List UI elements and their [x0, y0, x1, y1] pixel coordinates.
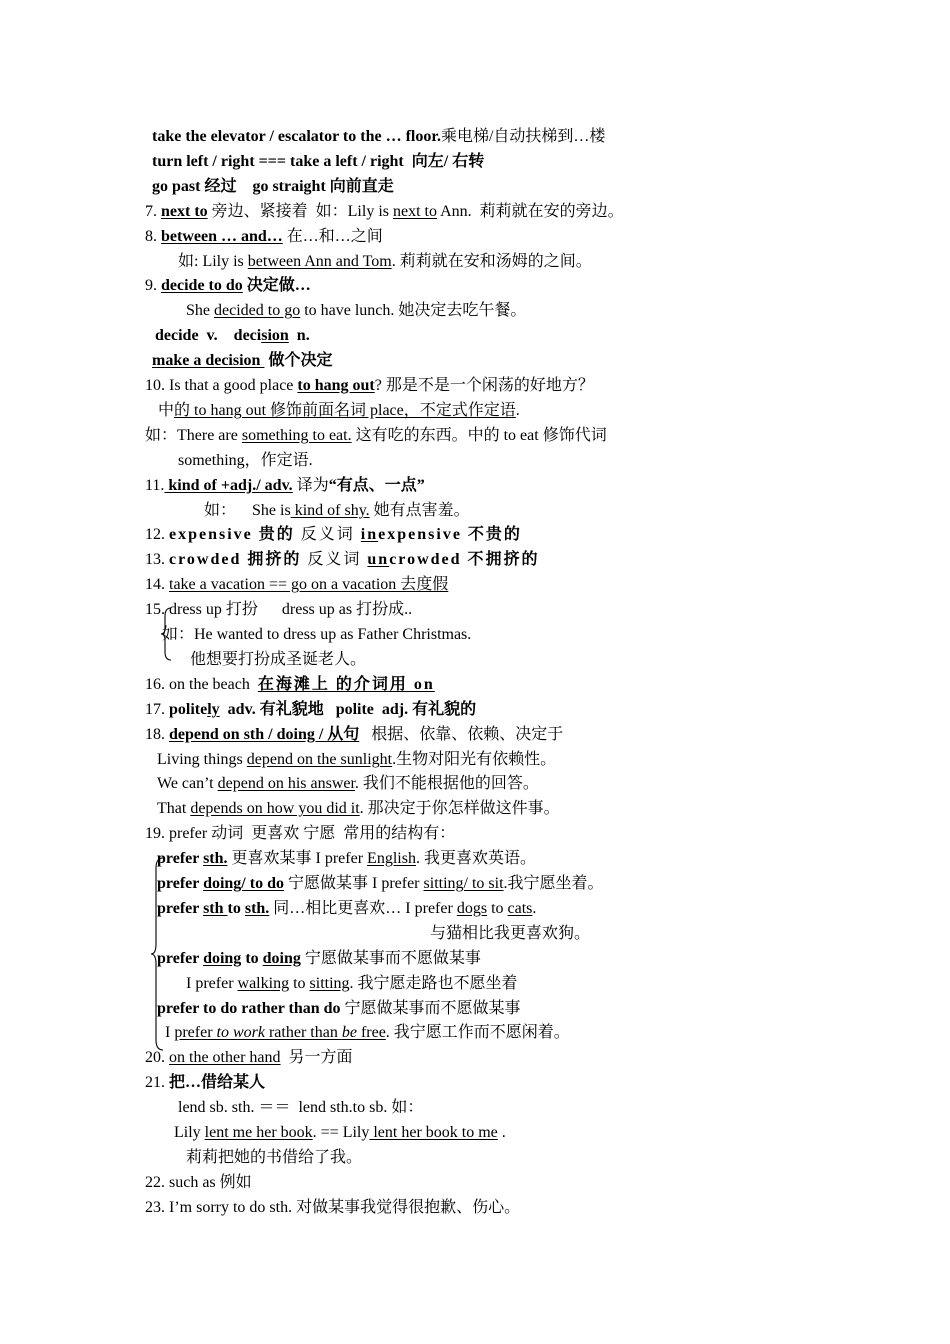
text-run: cats	[507, 900, 533, 917]
text-run: lent me her book	[204, 1124, 313, 1141]
text-run: prefer	[174, 1024, 217, 1041]
text-run: something，作定语.	[178, 452, 313, 469]
text-run: 莉莉把她的书借给了我。	[186, 1149, 363, 1166]
text-line	[145, 725, 563, 747]
text-run: depend on the sunlight	[246, 751, 393, 768]
text-run: 如: Lily is	[178, 253, 248, 270]
text-run: 她有点害羞。	[369, 502, 470, 519]
text-run: 在海滩上 的介词用 on	[257, 676, 435, 693]
text-run: . 我更喜欢英语。	[415, 850, 536, 867]
text-line	[178, 451, 313, 473]
text-line	[157, 799, 560, 821]
text-line	[145, 1198, 520, 1220]
text-run: turn left / right === take a left / right 向左/ 右转	[152, 153, 485, 170]
text-run: .我宁愿坐着。	[503, 875, 604, 892]
text-run: rather than	[264, 1024, 342, 1041]
text-run: 7.	[145, 203, 161, 220]
text-run: 乘电梯/自动扶梯到…楼	[440, 128, 606, 145]
text-line	[162, 625, 471, 647]
text-line	[158, 401, 520, 423]
text-run: in	[360, 526, 379, 543]
text-line	[145, 550, 540, 572]
text-line	[157, 774, 539, 796]
text-run: free	[356, 1024, 386, 1041]
text-run: depend on sth / doing / 从句	[169, 726, 360, 743]
text-run: 10. Is that a good place	[145, 377, 298, 394]
text-run: walking	[237, 975, 290, 992]
text-run: decide to do	[161, 277, 243, 294]
text-line	[152, 177, 394, 199]
text-run: ? 那是不是一个闲荡的好地方？	[374, 377, 594, 394]
text-run: sth.	[203, 850, 228, 867]
text-line	[145, 700, 476, 722]
text-line	[186, 974, 518, 996]
text-run: between … and…	[161, 228, 283, 245]
text-run: I prefer	[186, 975, 238, 992]
text-run: prefer	[157, 900, 204, 917]
text-run: something to eat.	[241, 427, 352, 444]
text-run: 11.	[145, 477, 165, 494]
text-run: decide v. deci	[155, 327, 262, 344]
text-run: lend sb. sth. ＝＝ lend sth.to sb. 如：	[178, 1099, 424, 1116]
text-run: 14.	[145, 576, 169, 593]
text-line	[152, 351, 332, 373]
text-run: . == Lily	[312, 1124, 370, 1141]
text-run: sth.	[244, 900, 270, 917]
text-run: 宁愿做某事而不愿做某事	[340, 1000, 521, 1017]
text-run: . 莉莉就在安和汤姆的之间。	[391, 253, 592, 270]
text-line	[157, 874, 604, 896]
text-run: 如：He wanted to dress up as Father Christmas.	[162, 626, 472, 643]
text-run: . 我宁愿工作而不愿闲着。	[385, 1024, 570, 1041]
text-run: 这有吃的东西。中的 to eat 修饰代词	[351, 427, 607, 444]
text-line	[157, 849, 536, 871]
text-run: between Ann and Tom	[247, 253, 392, 270]
text-run: prefer	[157, 950, 204, 967]
text-run: 23. I’m sorry to do sth. 对做某事我觉得很抱歉、伤心。	[145, 1199, 521, 1216]
text-run: ly	[207, 701, 220, 718]
text-run: dogs	[456, 900, 488, 917]
text-line	[145, 1173, 252, 1195]
text-run: expensive 不贵的	[378, 526, 522, 543]
text-run: prefer to do rather than do	[157, 1000, 341, 1017]
text-run: next to	[393, 203, 437, 220]
text-run: make a decision	[152, 352, 265, 369]
text-run: on the other hand	[169, 1049, 281, 1066]
text-run: un	[367, 551, 390, 568]
text-run: sion	[261, 327, 289, 344]
text-run: Ann. 莉莉就在安的旁边。	[437, 203, 624, 220]
text-run: to	[289, 975, 310, 992]
text-run: next to	[161, 203, 208, 220]
text-run: 如： She is	[204, 502, 291, 519]
text-line	[186, 1148, 362, 1170]
text-run: crowded 拥挤的	[169, 551, 302, 568]
text-line	[174, 1123, 506, 1145]
text-line	[190, 650, 366, 672]
text-run: sth	[203, 900, 228, 917]
text-run: 同…相比更喜欢… I prefer	[269, 900, 457, 917]
text-line	[152, 152, 484, 174]
text-run: 他想要打扮成圣诞老人。	[190, 651, 367, 668]
text-run: 20.	[145, 1049, 169, 1066]
text-run: 做个决定	[264, 352, 333, 369]
text-run: prefer	[157, 850, 204, 867]
text-run: depends on how you did it	[190, 800, 360, 817]
text-line	[145, 824, 455, 846]
text-run: lent her book to me	[369, 1124, 498, 1141]
text-run: to	[227, 900, 245, 917]
text-line	[430, 924, 590, 946]
text-run: 把…借给某人	[169, 1074, 266, 1091]
text-run: . 那决定于你怎样做这件事。	[359, 800, 560, 817]
text-run: 22. such as 例如	[145, 1174, 252, 1191]
text-run: to have lunch. 她决定去吃午餐。	[300, 302, 527, 319]
text-run: 宁愿做某事而不愿做某事	[300, 950, 481, 967]
text-run: . 我宁愿走路也不愿坐着	[349, 975, 518, 992]
text-run: sitting	[309, 975, 350, 992]
bracket-19-icon	[150, 856, 166, 1052]
text-run: 13.	[145, 551, 169, 568]
text-run: 19. prefer 动词 更喜欢 宁愿 常用的结构有：	[145, 825, 456, 842]
text-run: 在…和…之间	[282, 228, 383, 245]
text-run: n.	[288, 327, 310, 344]
text-run: be	[341, 1024, 357, 1041]
text-run: decided to go	[214, 302, 301, 319]
text-run: go past 经过 go straight 向前直走	[152, 178, 394, 195]
text-line	[145, 227, 383, 249]
text-line	[152, 127, 605, 149]
text-run: 旁边、紧接着 如：Lily is	[207, 203, 393, 220]
text-line	[145, 575, 448, 597]
text-line	[178, 1098, 423, 1120]
text-run: .	[515, 402, 520, 419]
text-run: That	[157, 800, 191, 817]
text-run: doing	[203, 950, 242, 967]
text-line	[145, 675, 435, 697]
text-run: to work	[216, 1024, 265, 1041]
text-run: 21.	[145, 1074, 169, 1091]
text-run: 12.	[145, 526, 169, 543]
text-line	[145, 1048, 353, 1070]
text-run: doing/ to do	[203, 875, 284, 892]
text-run: prefer	[157, 875, 204, 892]
text-line	[145, 525, 522, 547]
bracket-15-icon	[160, 606, 174, 662]
text-line	[157, 899, 536, 921]
text-run: 的 to hang out 修饰前面名词 place，不定式作定语	[174, 402, 516, 419]
text-run: She	[186, 302, 214, 319]
text-run: Living things	[157, 751, 247, 768]
text-run: 16. on the beach	[145, 676, 258, 693]
text-run: 反义词	[301, 551, 368, 568]
text-run: 如：There are	[145, 427, 242, 444]
text-line	[145, 202, 624, 224]
text-line	[204, 501, 470, 523]
text-run: polite	[169, 701, 208, 718]
text-line	[145, 426, 607, 448]
text-run: take a vacation == go on a vacation 去度假	[169, 576, 449, 593]
text-run: .	[532, 900, 537, 917]
text-run: kind of shy.	[290, 502, 370, 519]
text-run: English	[367, 850, 416, 867]
text-line	[178, 252, 592, 274]
text-line	[186, 301, 526, 323]
text-line	[165, 1023, 570, 1045]
text-run: 8.	[145, 228, 161, 245]
text-line	[157, 949, 481, 971]
text-run: 宁愿做某事 I prefer	[283, 875, 424, 892]
text-run: 与猫相比我更喜欢狗。	[430, 925, 591, 942]
text-run: Lily	[174, 1124, 205, 1141]
text-run: We can’t	[157, 775, 218, 792]
text-run: to hang out	[297, 377, 375, 394]
text-run: kind of +adj./ adv.	[164, 477, 293, 494]
text-run: sitting/ to sit	[423, 875, 504, 892]
text-run: 根据、依靠、依赖、决定于	[359, 726, 564, 743]
text-run: .	[497, 1124, 506, 1141]
text-run: depend on his answer	[217, 775, 355, 792]
text-line	[157, 750, 556, 772]
text-run: .生物对阳光有依赖性。	[392, 751, 557, 768]
text-line	[145, 600, 412, 622]
text-run: crowded 不拥挤的	[389, 551, 540, 568]
text-run: I	[165, 1024, 175, 1041]
text-run: 更喜欢某事 I prefer	[227, 850, 368, 867]
text-run: to	[487, 900, 508, 917]
text-line	[155, 326, 310, 348]
text-run: 9.	[145, 277, 161, 294]
text-run: adv. 有礼貌地 polite adj. 有礼貌的	[219, 701, 477, 718]
text-run: 中	[158, 402, 175, 419]
text-run: 15. dress up 打扮 dress up as 打扮成..	[145, 601, 413, 618]
text-run: “有点、一点”	[328, 477, 425, 494]
text-run: . 我们不能根据他的回答。	[354, 775, 539, 792]
text-run: to	[241, 950, 263, 967]
text-line	[145, 276, 311, 298]
text-run: doing	[262, 950, 301, 967]
text-line	[145, 476, 425, 498]
text-run: take the elevator / escalator to the … floor.	[152, 128, 441, 145]
text-run: 反义词	[294, 526, 361, 543]
text-run: 18.	[145, 726, 169, 743]
text-line	[145, 1073, 265, 1095]
text-line	[145, 376, 594, 398]
text-run: 译为	[292, 477, 329, 494]
text-line	[157, 999, 521, 1021]
text-run: 决定做…	[242, 277, 311, 294]
text-run: expensive 贵的	[169, 526, 295, 543]
text-run: 另一方面	[280, 1049, 353, 1066]
text-run: 17.	[145, 701, 169, 718]
